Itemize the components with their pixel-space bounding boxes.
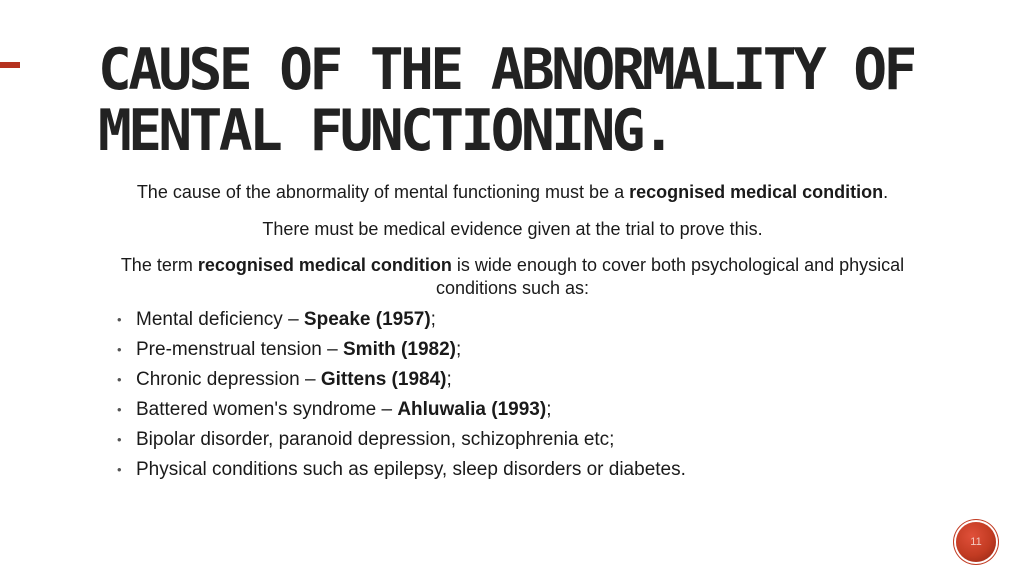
accent-marker — [0, 62, 20, 68]
case-citation: Gittens (1984) — [320, 369, 447, 390]
list-item: • Battered women's syndrome – Ahluwalia (1993); — [117, 395, 920, 425]
bullet-icon: • — [117, 342, 122, 357]
list-item: • Mental deficiency – Speake (1957); — [117, 305, 920, 335]
slide-title: CAUSE OF THE ABNORMALITY OF MENTAL FUNCTIONING. — [98, 36, 914, 165]
emphasis: recognised medical condition — [629, 182, 884, 202]
list-item: • Pre-menstrual tension – Smith (1982); — [117, 335, 920, 365]
list-item: • Chronic depression – Gittens (1984); — [117, 365, 920, 395]
page-number-badge — [956, 522, 996, 562]
page-number: 11 — [970, 536, 982, 548]
list-item: • Bipolar disorder, paranoid depression, schizophrenia etc; — [117, 425, 920, 455]
case-citation: Speake (1957) — [303, 309, 431, 330]
emphasis: recognised medical condition — [197, 255, 452, 275]
condition-list — [105, 305, 920, 485]
paragraph-1: The cause of the abnormality of mental functioning must be a recognised medical condition. — [136, 182, 889, 202]
case-citation: Smith (1982) — [343, 339, 456, 360]
slide-body — [105, 181, 920, 485]
bullet-icon: • — [117, 432, 122, 447]
bullet-icon: • — [117, 372, 122, 387]
paragraph-2: There must be medical evidence given at the trial to prove this. — [262, 219, 763, 239]
bullet-icon: • — [117, 312, 122, 327]
case-citation: Ahluwalia (1993) — [397, 399, 547, 420]
bullet-icon: • — [117, 462, 122, 477]
paragraph-3: The term recognised medical condition is wide enough to cover both psychological and physical conditions such as: — [120, 255, 905, 298]
list-item: • Physical conditions such as epilepsy, sleep disorders or diabetes. — [117, 455, 920, 485]
bullet-icon: • — [117, 402, 122, 417]
